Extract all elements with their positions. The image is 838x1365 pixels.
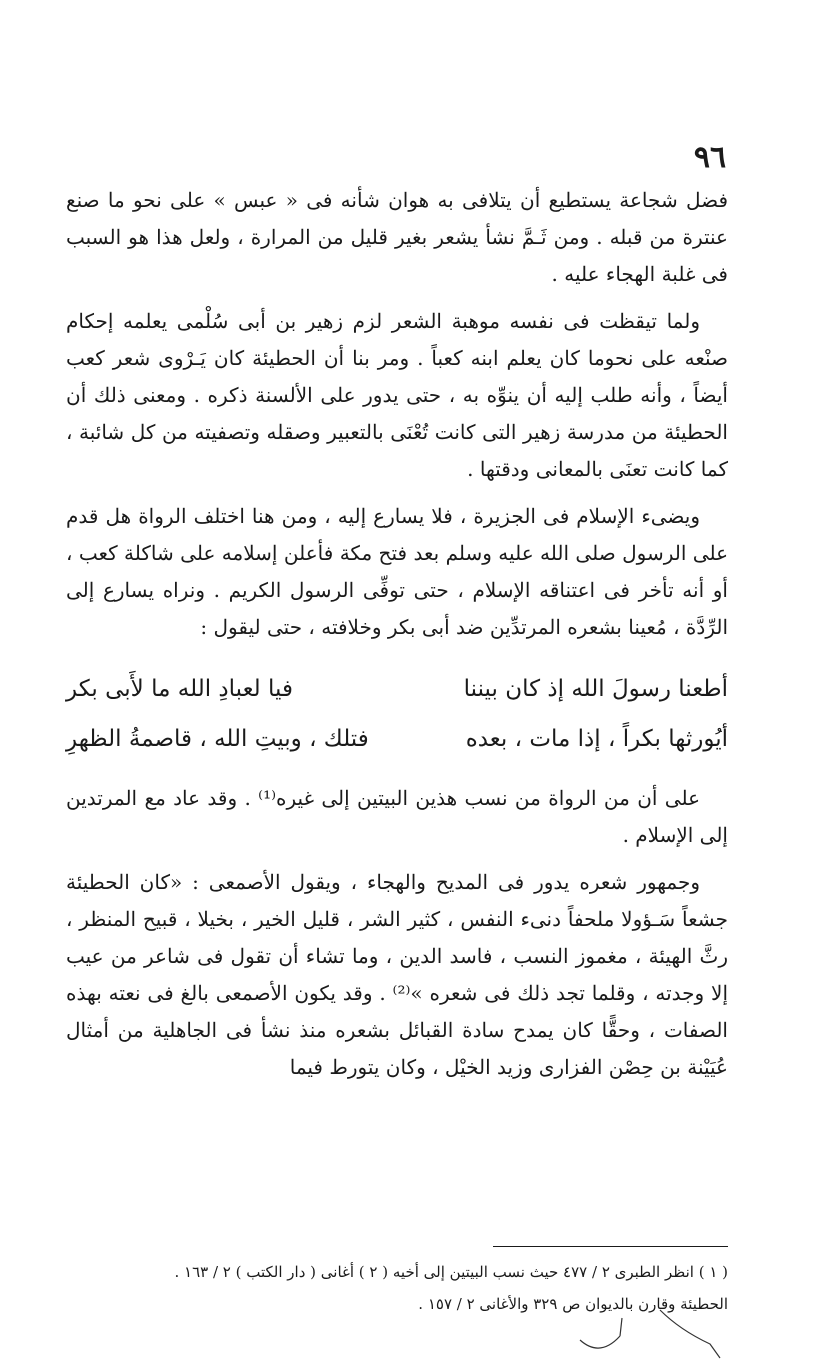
footnote-divider bbox=[493, 1246, 728, 1247]
pen-mark bbox=[560, 1300, 740, 1360]
verse-1-second-hemistich: فيا لعبادِ الله ما لأَبى بكر bbox=[66, 676, 293, 702]
paragraph-5: وجمهور شعره يدور فى المديح والهجاء ، ويقول الأصمعى : «كان الحطيئة جشعاً سَـؤولا ملحفاً دنىء النفس ، كثير الشر ، قليل الخير ، بخيلا ، قبيح المنظر ، رثَّ الهيئة ، مغموز النسب ، فاسد الدين ، وما تشاء أن تقول فى شاعر من عيب إلا وجدته ، وقلما تجد ذلك فى شعره »⁽²⁾ . وقد يكون الأصمعى بالغ فى نعته بهذه الصفات ، وحقًّا كان يمدح سادة القبائل بشعره منذ نشأ فى الجاهلية من أمثال عُيَيْنة بن حِصْن الفزارى وزيد الخيْل ، وكان يتورط فيما bbox=[66, 870, 728, 1079]
page-number: ٩٦ bbox=[693, 140, 727, 175]
paragraph-2: ولما تيقظت فى نفسه موهبة الشعر لزم زهير بن أبى سُلْمى يعلمه إحكام صنْعه على نحوما كان يعلم ابنه كعباً . ومر بنا أن الحطيئة كان يَـرْوى شعر كعب أيضاً ، وأنه طلب إليه أن ينوِّه به ، حتى يدور على الألسنة ذكره . ومعنى ذلك أن الحطيئة من مدرسة زهير التى كانت تُعْنَى بالتعبير وصقله وتصفيته من كل شائبة ، كما كانت تعنَى بالمعانى ودقتها . bbox=[66, 309, 728, 481]
poem bbox=[66, 664, 728, 764]
poem-verse-2 bbox=[66, 714, 728, 764]
body-text bbox=[66, 182, 728, 1096]
paragraph-3: ويضىء الإسلام فى الجزيرة ، فلا يسارع إليه ، ومن هنا اختلف الرواة هل قدم على الرسول صلى الله عليه وسلم بعد فتح مكة فأعلن إسلامه على شاكلة كعب ، أو أنه تأخر فى اعتناقه الإسلام ، حتى توفِّى الرسول الكريم . ونراه يسارع إلى الرِّدَّة ، مُعينا بشعره المرتدِّين ضد أبى بكر وخلافته ، حتى ليقول : bbox=[66, 504, 728, 639]
paragraph-4: على أن من الرواة من نسب هذين البيتين إلى غيره⁽¹⁾ . وقد عاد مع المرتدين إلى الإسلام . bbox=[66, 786, 728, 847]
verse-2-second-hemistich: فتلك ، وبيتِ الله ، قاصمةُ الظهرِ bbox=[66, 726, 369, 752]
verse-1-first-hemistich: أطعنا رسولَ الله إذ كان بيننا bbox=[463, 676, 728, 702]
poem-verse-1 bbox=[66, 664, 728, 714]
paragraph-1: فضل شجاعة يستطيع أن يتلافى به هوان شأنه فى « عبس » على نحو ما صنع عنترة من قبله . ومن ثَـمَّ نشأ يشعر بغير قليل من المرارة ، ولعل هذا هو السبب فى غلبة الهجاء عليه . bbox=[66, 188, 728, 286]
verse-2-first-hemistich: أيُورثها بكراً ، إذا مات ، بعده bbox=[465, 726, 728, 752]
footnote-line-1: ( ١ ) انظر الطبرى ٢ / ٤٧٧ حيث نسب البيتين إلى أخيه ( ٢ ) أغانى ( دار الكتب ) ٢ / ١٦٣ . bbox=[174, 1263, 728, 1281]
footnote-line-2: الحطيئة وقارن بالديوان ص ٣٢٩ والأغانى ٢ / ١٥٧ . bbox=[418, 1295, 728, 1313]
